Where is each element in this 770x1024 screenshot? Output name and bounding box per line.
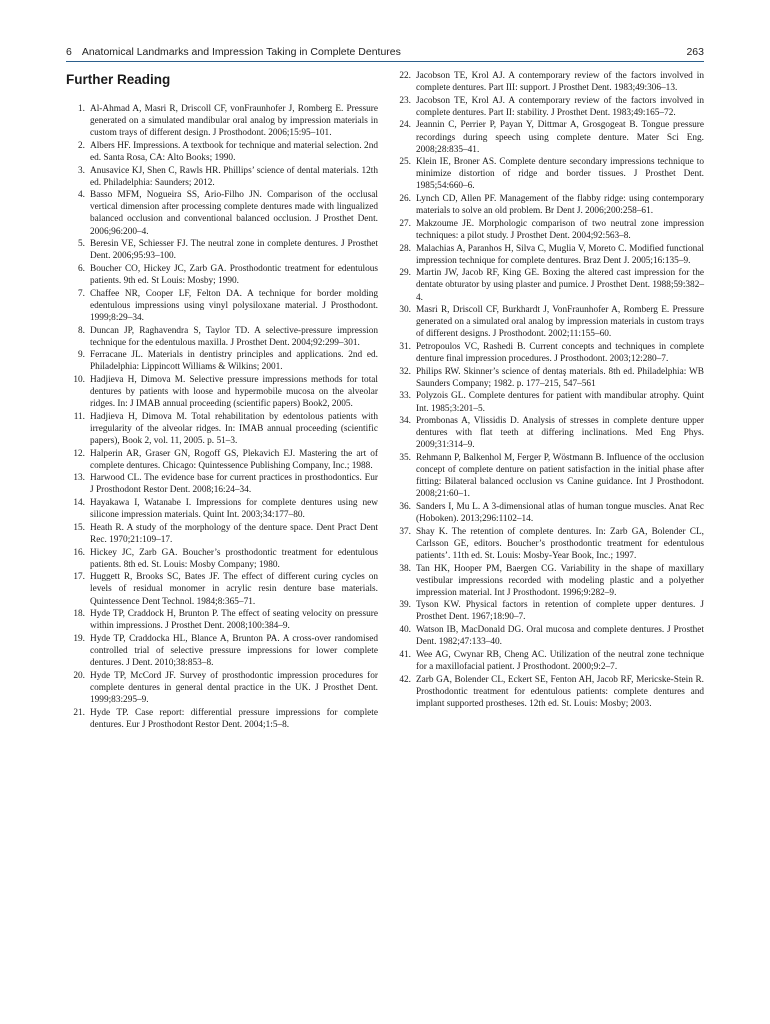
reference-number: 40. (399, 625, 411, 636)
reference-text: Boucher CO, Hickey JC, Zarb GA. Prosthodontic treatment for edentulous patients. 9th ed. St Louis: Mosby; 1990. (90, 263, 378, 287)
reference-text: Sanders I, Mu L. A 3-dimensional atlas of human tongue muscles. Anat Rec (Hoboken). 2013;296:1102–14. (416, 501, 704, 525)
reference-item (392, 218, 704, 242)
reference-item (66, 411, 378, 447)
reference-number: 18. (73, 609, 85, 620)
reference-item (66, 374, 378, 410)
reference-number: 6. (78, 263, 85, 274)
reference-column-right (392, 70, 704, 710)
reference-text: Klein IE, Broner AS. Complete denture secondary impressions technique to minimize distortion of ridge and border tissues. J Prosthet Dent. 1985;54:660–6. (416, 157, 704, 192)
reference-number: 30. (399, 305, 411, 316)
reference-number: 2. (78, 140, 85, 151)
reference-number: 1. (78, 104, 85, 114)
reference-text: Lynch CD, Allen PF. Management of the flabby ridge: using contemporary materials to solve an old problem. Br Dent J. 2006;200:258–61. (416, 194, 704, 217)
reference-number: 13. (73, 473, 85, 484)
reference-number: 28. (399, 243, 411, 254)
reference-number: 26. (399, 194, 411, 205)
reference-number: 3. (78, 165, 85, 176)
reference-number: 21. (73, 707, 85, 718)
reference-item (392, 526, 704, 562)
reference-number: 8. (78, 325, 85, 336)
reference-text: Petropoulos VC, Rashedi B. Current concepts and techniques in complete denture final impression procedures. J Prosthodont. 2003;12:280–7. (416, 341, 704, 365)
reference-item (66, 707, 378, 731)
reference-text: Hayakawa I, Watanabe I. Impressions for complete dentures using new silicone impression materials. Quint Int. 2003;34:177–80. (90, 498, 378, 521)
reference-item (392, 341, 704, 365)
reference-number: 33. (399, 391, 411, 402)
reference-number: 35. (399, 453, 411, 464)
reference-number: 23. (399, 95, 411, 106)
reference-item (66, 165, 378, 189)
reference-text: Hickey JC, Zarb GA. Boucher’s prosthodontic treatment for edentulous patients. 8th ed. St. Louis: Mosby Company; 1980. (90, 547, 378, 570)
reference-number: 34. (399, 416, 411, 427)
reference-item (392, 624, 704, 648)
reference-item (392, 193, 704, 217)
reference-number: 10. (73, 374, 85, 385)
reference-number: 42. (399, 674, 411, 685)
reference-number: 24. (399, 120, 411, 131)
reference-text: Shay K. The retention of complete dentures. In: Zarb GA, Bolender CL, Carlsson GE, editors. Boucher’s prosthodontic treatment for edentulous patients’. 11th ed. St. Louis: Mosby-Year Book, Inc.; 1997. (416, 526, 704, 561)
reference-item (66, 238, 378, 262)
reference-item (66, 325, 378, 349)
reference-text: Rehmann P, Balkenhol M, Ferger P, Wöstmann B. Influence of the occlusion concept of complete denture on patient satisfaction in the initial phase after fitting: Bilateral balanced occlusion vs Canine guidance. Int J Prosthodont. 2008;21:60–1. (416, 453, 704, 500)
reference-number: 12. (73, 448, 85, 459)
reference-item (66, 547, 378, 571)
reference-number: 31. (399, 341, 411, 352)
reference-text: Harwood CL. The evidence base for current practices in prosthodontics. Eur J Prosthodont Restor Dent. 2008;16:24–34. (90, 473, 378, 496)
reference-number: 16. (73, 547, 85, 558)
reference-item (392, 243, 704, 267)
reference-number: 25. (399, 157, 411, 168)
reference-text: Hyde TP. Case report: differential pressure impressions for complete dentures. Eur J Prosthodont Restor Dent. 2004;1:5–8. (90, 707, 378, 730)
reference-number: 27. (399, 218, 411, 229)
reference-number: 14. (73, 498, 85, 509)
reference-item (392, 366, 704, 390)
reference-text: Hyde TP, Craddocka HL, Blance A, Brunton PA. A cross-over randomised controlled trial of selective pressure impressions for lower complete dentures. J Dent. 2010;38:853–8. (90, 633, 378, 669)
reference-text: Zarb GA, Bolender CL, Eckert SE, Fenton AH, Jacob RF, Mericske-Stein R. Prosthodontic treatment for edentulous patients: complete dentures and implant supported prostheses. 12th ed. St. Louis: Mosby; 2003. (416, 674, 704, 709)
reference-number: 38. (399, 563, 411, 574)
reference-text: Hadjieva H, Dimova M. Selective pressure impressions methods for total dentures by patients with loose and hypermobile mucosa on the alveolar ridges. In: J IMAB annual proceeding (scientific papers) Book2, 2005. (90, 374, 378, 410)
reference-item (392, 452, 704, 500)
reference-number: 9. (78, 350, 85, 361)
reference-text: Jacobson TE, Krol AJ. A contemporary review of the factors involved in complete dentures. Part III: support. J Prosthet Dent. 1983;49:306–13. (416, 71, 704, 94)
reference-item (392, 415, 704, 451)
reference-number: 37. (399, 526, 411, 537)
reference-text: Al-Ahmad A, Masri R, Driscoll CF, vonFraunhofer J, Romberg E. Pressure generated on a simulated mandibular oral analog by impression materials in custom trays of different design. J Prosthodont. 2006;15:95–101. (90, 104, 378, 139)
reference-text: Jeannin C, Perrier P, Payan Y, Dittmar A, Grosgogeat B. Tongue pressure recordings during speech using complete denture. Mater Sci Eng. 2008;28:835–41. (416, 120, 704, 155)
reference-item (66, 571, 378, 607)
reference-text: Huggett R, Brooks SC, Bates JF. The effect of different curing cycles on levels of residual monomer in acrylic resin denture base materials. Quintessence Dent Technol. 1984;8:365–71. (90, 572, 378, 607)
reference-item (392, 119, 704, 155)
reference-number: 4. (78, 190, 85, 201)
reference-number: 7. (78, 288, 85, 299)
reference-text: Martin JW, Jacob RF, King GE. Boxing the altered cast impression for the dentate obturator by using plaster and pumice. J Prosthet Dent. 1988;59:382–4. (416, 268, 704, 303)
reference-item (392, 267, 704, 303)
reference-number: 19. (73, 633, 85, 644)
reference-item (66, 189, 378, 237)
reference-text: Hyde TP, Craddock H, Brunton P. The effect of seating velocity on pressure within impressions. J Prosthet Dent. 2008;100:384–9. (90, 609, 378, 632)
reference-item (392, 563, 704, 599)
reference-item (66, 263, 378, 287)
chapter-title: Anatomical Landmarks and Impression Taking in Complete Dentures (81, 46, 401, 58)
reference-text: Malachias A, Paranhos H, Silva C, Muglia V, Moreto C. Modified functional impression technique for complete dentures. Braz Dent J. 2005;16:135–9. (416, 243, 704, 266)
reference-number: 17. (73, 572, 85, 583)
reference-item (66, 497, 378, 521)
reference-text: Anusavice KJ, Shen C, Rawls HR. Phillips’ science of dental materials. 12th ed. Philadelphia: Saunders; 2012. (90, 165, 378, 188)
reference-text: Albers HF. Impressions. A textbook for technique and material selection. 2nd ed. Santa Rosa, CA: Alto Books; 1990. (90, 140, 378, 163)
reference-number: 29. (399, 268, 411, 279)
reference-column-left (66, 103, 378, 731)
reference-item (66, 140, 378, 164)
reference-number: 5. (78, 239, 85, 250)
reference-text: Masri R, Driscoll CF, Burkhardt J, VonFraunhofer A, Romberg E. Pressure generated on a simulated oral analog by impression materials in custom trays of different designs. J Prosthodont. 2002;11:155–60. (416, 305, 704, 340)
reference-text: Beresin VE, Schiesser FJ. The neutral zone in complete dentures. J Prosthet Dent. 2006;95:93–100. (90, 239, 378, 262)
reference-number: 39. (399, 600, 411, 611)
reference-number: 22. (399, 71, 411, 81)
reference-number: 36. (399, 501, 411, 512)
reference-item (66, 522, 378, 546)
chapter-number: 6 (66, 46, 72, 58)
reference-item (66, 288, 378, 324)
reference-item (66, 670, 378, 706)
reference-text: Tyson KW. Physical factors in retention of complete upper dentures. J Prosthet Dent. 1967;18:90–7. (416, 600, 704, 623)
header-divider (66, 61, 704, 62)
reference-text: Prombonas A, Vlissidis D. Analysis of stresses in complete denture upper dentures with flat teeth at differing inclinations. Med Eng Phys. 2009;31:314–9. (416, 416, 704, 451)
reference-text: Watson IB, MacDonald DG. Oral mucosa and complete dentures. J Prosthet Dent. 1982;47:133–40. (416, 625, 704, 648)
reference-item (392, 674, 704, 710)
reference-item (392, 156, 704, 192)
reference-item (66, 103, 378, 139)
reference-text: Jacobson TE, Krol AJ. A contemporary review of the factors involved in complete dentures. Part II: stability. J Prosthet Dent. 1983;49:165–72. (416, 95, 704, 118)
reference-item (392, 70, 704, 94)
reference-number: 20. (73, 670, 85, 681)
reference-item (392, 95, 704, 119)
reference-item (66, 349, 378, 373)
reference-item (66, 472, 378, 496)
reference-number: 32. (399, 366, 411, 377)
reference-number: 41. (399, 649, 411, 660)
reference-item (392, 390, 704, 414)
reference-text: Heath R. A study of the morphology of the denture space. Dent Pract Dent Rec. 1970;21:109–17. (90, 522, 378, 545)
reference-text: Tan HK, Hooper PM, Baergen CG. Variability in the shape of maxillary vestibular impressions recorded with modeling plastic and a polyether impression material. Int J Prosthodont. 1996;9:282–9. (416, 563, 704, 598)
running-header (66, 44, 704, 62)
reference-number: 15. (73, 522, 85, 533)
reference-item (392, 649, 704, 673)
reference-text: Ferracane JL. Materials in dentistry principles and applications. 2nd ed. Philadelphia: Lippincott Williams & Wilkins; 2001. (90, 350, 378, 373)
reference-text: Philips RW. Skinner’s science of dentaş materials. 8th ed. Philadelphia: WB Saunders Company; 1982. p. 177–215, 547–561 (416, 366, 704, 389)
page-number: 263 (686, 46, 704, 58)
reference-item (66, 448, 378, 472)
reference-item (392, 501, 704, 525)
reference-number: 11. (73, 411, 85, 422)
reference-text: Duncan JP, Raghavendra S, Taylor TD. A selective-pressure impression technique for the edentulous maxilla. J Prosthet Dent. 2004;92:299–301. (90, 325, 378, 348)
reference-text: Hyde TP, McCord JF. Survey of prosthodontic impression procedures for complete dentures in general dental practice in the UK. J Prosthet Dent. 1999;83:295–9. (90, 670, 378, 705)
reference-text: Halperin AR, Graser GN, Rogoff GS, Plekavich EJ. Mastering the art of complete dentures. Chicago: Quintessence Publishing Company, Inc.; 1988. (90, 448, 378, 471)
reference-text: Hadjieva H, Dimova M. Total rehabilitation by edentolous patients with irregularity of the alveolar ridges. In: IMAB annual proceeding (scientific papers), Book 2, vol. 11, 2005. p. 51–3. (90, 411, 378, 446)
reference-text: Basso MFM, Nogueira SS, Ario-Filho JN. Comparison of the occlusal vertical dimension after processing complete dentures made with lingualized balanced occlusion and conventional balanced occlusion. J Prosthet Dent. 2006;96:200–4. (90, 190, 378, 237)
reference-item (392, 599, 704, 623)
reference-text: Polyzois GL. Complete dentures for patient with mandibular atrophy. Quint Int. 1985;3:201–5. (416, 391, 704, 414)
section-title: Further Reading (66, 72, 171, 87)
reference-item (66, 608, 378, 632)
reference-text: Chaffee NR, Cooper LF, Felton DA. A technique for border molding edentulous impressions using vinyl polysiloxane material. J Prosthodont. 1999;8:29–34. (90, 288, 378, 323)
chapter-heading (66, 46, 401, 58)
reference-text: Wee AG, Cwynar RB, Cheng AC. Utilization of the neutral zone technique for a maxillofacial patient. J Prosthodont. 2000;9:2–7. (416, 649, 704, 672)
reference-text: Makzoume JE. Morphologic comparison of two neutral zone impression techniques: a pilot study. J Prosthet Dent. 2004;92:563–8. (416, 218, 704, 241)
reference-item (66, 633, 378, 669)
reference-item (392, 304, 704, 340)
